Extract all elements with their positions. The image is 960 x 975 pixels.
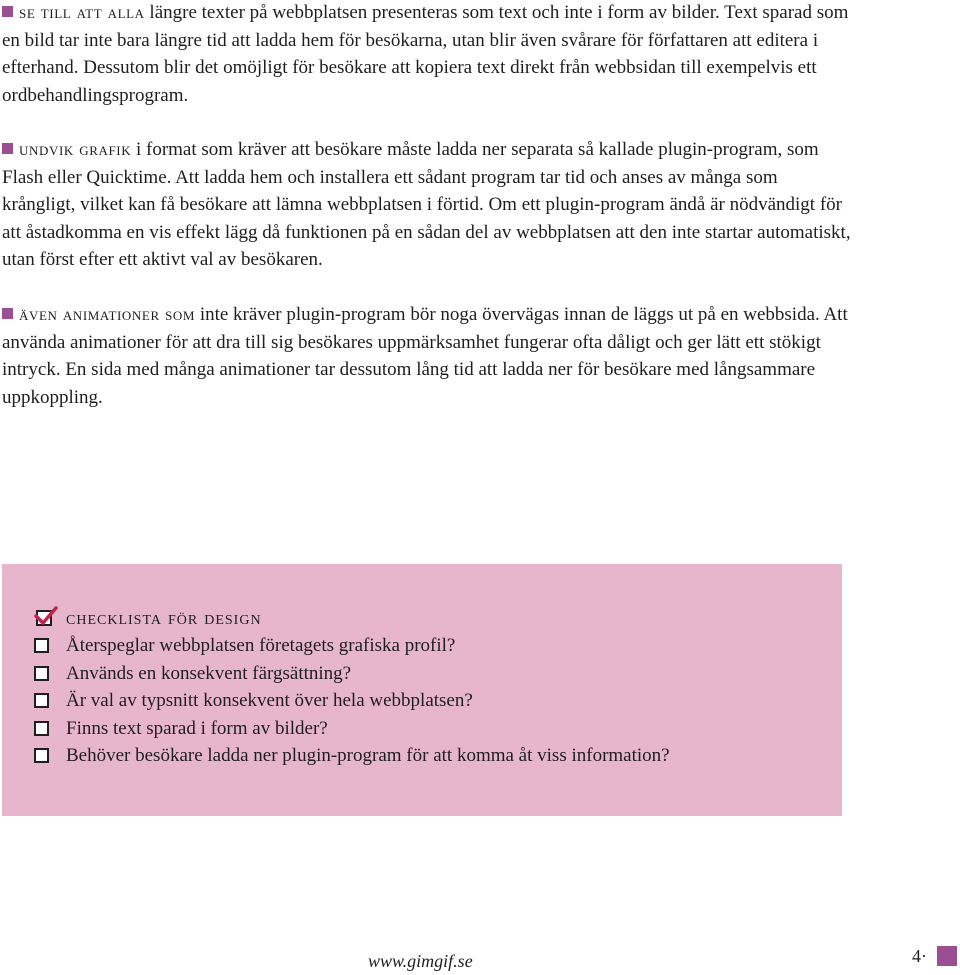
page-marker-square — [937, 946, 957, 966]
checkbox-icon[interactable] — [34, 748, 49, 763]
footer-website-link[interactable]: www.gimgif.se — [368, 951, 473, 971]
paragraph-animations — [2, 301, 852, 411]
checklist-item — [32, 715, 670, 743]
checklist-item-label: Behöver besökare ladda ner plugin-program för att komma åt viss information? — [66, 745, 670, 766]
checklist-item-label: Finns text sparad i form av bilder? — [66, 717, 328, 739]
paragraph-text-as-text — [2, 0, 852, 109]
checked-box-icon — [34, 606, 58, 628]
paragraph-body: längre texter på webbplatsen presenteras som text och inte i form av bilder. Text sparad som en bild tar inte bara längre tid att ladda hem för besökarna, utan blir även svårare för författaren att editera i efterhand. Dessutom blir det omöjligt för besökare att kopiera text direkt från webbsidan till exempelvis ett ordbehandlingsprogram. — [2, 2, 849, 106]
checklist-title: checklista för design — [66, 607, 262, 629]
paragraph-body: inte kräver plugin-program bör noga övervägas innan de läggs ut på en webbsida. Att använda animationer för att dra till sig besökares uppmärksamhet fungerar ofta dåligt och ger lätt ett stökigt intryck. En sida med många animationer tar dessutom lång tid att ladda ner för besökare med långsammare uppkoppling. — [2, 304, 848, 408]
paragraph-avoid-graphics — [2, 136, 852, 274]
paragraph-body: i format som kräver att besökare måste ladda ner separata så kallade plugin-program, som Flash eller Quicktime. Att ladda hem och installera ett sådant program tar tid och anses av många som krångligt, vilket kan få besökare att lämna webbplatsen i förtid. Om ett plugin-program ändå är nödvändigt för att åstadkomma en vis effekt lägg då funktionen på en sådan del av webbplatsen att den inte startar automatiskt, utan först efter ett aktivt val av besökaren. — [2, 139, 851, 270]
bullet-square-icon — [2, 308, 13, 319]
paragraph-lead: även animationer som — [19, 304, 196, 325]
checklist-item — [32, 742, 670, 770]
paragraph-lead: undvik grafik — [19, 139, 132, 160]
page-number: 4· — [912, 946, 927, 966]
checkbox-icon[interactable] — [34, 721, 49, 736]
checklist-items — [32, 632, 670, 770]
paragraph-lead: se till att alla — [19, 2, 145, 23]
bullet-square-icon — [2, 143, 13, 154]
checkbox-icon[interactable] — [34, 638, 49, 653]
checklist-item-label: Återspeglar webbplatsen företagets grafiska profil? — [66, 635, 456, 656]
checklist-item — [32, 687, 670, 715]
checkbox-icon[interactable] — [34, 693, 49, 708]
checklist-item — [32, 632, 670, 660]
bullet-square-icon — [2, 6, 13, 17]
checklist-item-label: Används en konsekvent färgsättning? — [66, 662, 352, 684]
checklist-item — [32, 660, 670, 688]
page-number-value: 4 — [912, 946, 921, 966]
checklist-panel — [2, 564, 842, 816]
checkbox-icon[interactable] — [34, 666, 49, 681]
checklist-item-label: Är val av typsnitt konsekvent över hela webbplatsen? — [66, 690, 473, 711]
